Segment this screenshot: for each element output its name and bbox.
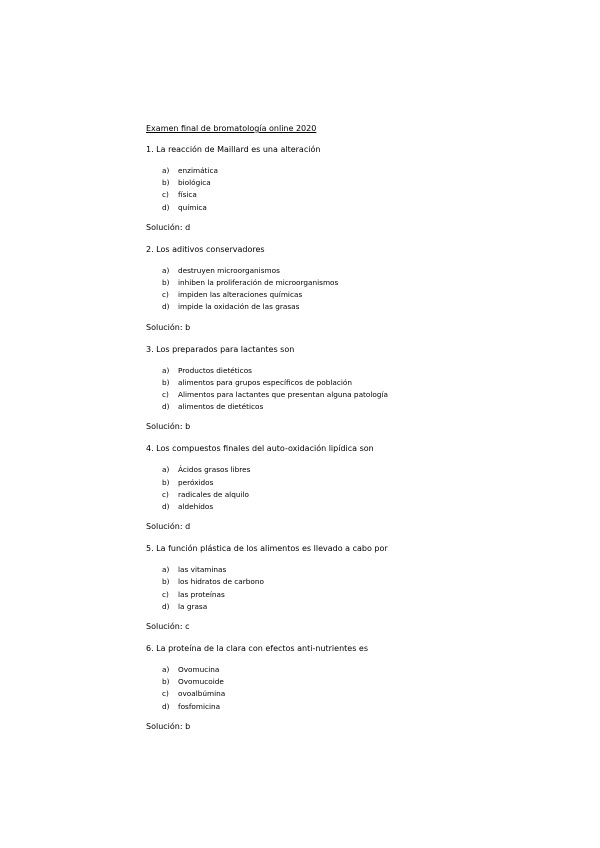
option-item xyxy=(146,576,446,588)
option-letter: a) xyxy=(162,465,170,475)
option-letter: d) xyxy=(162,601,170,611)
question-text: 1. La reacción de Maillard es una alteración xyxy=(146,145,321,154)
option-item xyxy=(146,601,446,613)
option-list xyxy=(146,564,446,613)
option-list xyxy=(146,365,446,414)
option-letter: c) xyxy=(162,390,169,400)
option-text: aldehídos xyxy=(178,502,214,512)
option-letter: c) xyxy=(162,290,169,300)
question-block xyxy=(146,245,446,333)
option-letter: a) xyxy=(162,565,170,575)
question-block xyxy=(146,544,446,632)
option-item xyxy=(146,301,446,313)
option-text: Ovomucoide xyxy=(178,677,224,687)
option-item xyxy=(146,277,446,289)
option-text: inhiben la proliferación de microorganismos xyxy=(178,278,339,288)
option-text: las proteínas xyxy=(178,589,225,599)
option-letter: b) xyxy=(162,677,170,687)
option-text: destruyen microorganismos xyxy=(178,265,280,275)
option-item xyxy=(146,501,446,513)
question-block xyxy=(146,345,446,433)
option-item xyxy=(146,177,446,189)
option-text: alimentos de dietéticos xyxy=(178,402,264,412)
document-title: Examen final de bromatología online 2020 xyxy=(146,124,317,133)
option-letter: a) xyxy=(162,665,170,675)
option-letter: d) xyxy=(162,202,170,212)
option-letter: d) xyxy=(162,402,170,412)
solution-text: Solución: b xyxy=(146,322,191,332)
option-list xyxy=(146,464,446,513)
exam-document xyxy=(146,124,446,744)
question-text: 3. Los preparados para lactantes son xyxy=(146,344,295,354)
option-item xyxy=(146,688,446,700)
option-text: química xyxy=(178,202,207,212)
option-letter: a) xyxy=(162,365,170,375)
option-letter: b) xyxy=(162,377,170,387)
option-text: Ácidos grasos libres xyxy=(178,465,251,475)
option-letter: b) xyxy=(162,477,170,487)
option-item xyxy=(146,701,446,713)
option-letter: c) xyxy=(162,190,169,200)
option-letter: c) xyxy=(162,489,169,499)
solution-text: Solución: c xyxy=(146,622,190,632)
option-letter: d) xyxy=(162,701,170,711)
option-text: enzimática xyxy=(178,166,218,175)
option-text: ovoalbúmina xyxy=(178,689,226,699)
question-text: 2. Los aditivos conservadores xyxy=(146,244,265,254)
option-item xyxy=(146,165,446,177)
option-text: Alimentos para lactantes que presentan alguna patología xyxy=(178,390,388,400)
option-list xyxy=(146,664,446,713)
solution-text: Solución: b xyxy=(146,721,191,731)
option-item xyxy=(146,189,446,201)
option-letter: a) xyxy=(162,265,170,275)
option-item xyxy=(146,464,446,476)
option-letter: d) xyxy=(162,502,170,512)
option-text: impide la oxidación de las grasas xyxy=(178,302,300,312)
option-text: las vitaminas xyxy=(178,565,227,575)
option-text: física xyxy=(178,190,197,200)
option-letter: b) xyxy=(162,278,170,288)
question-list xyxy=(146,145,446,732)
option-text: Productos dietéticos xyxy=(178,365,252,375)
option-letter: b) xyxy=(162,178,170,188)
option-letter: c) xyxy=(162,589,169,599)
option-text: biológica xyxy=(178,178,211,188)
option-text: la grasa xyxy=(178,601,208,611)
option-item xyxy=(146,664,446,676)
question-block xyxy=(146,644,446,732)
option-list xyxy=(146,265,446,314)
question-text: 5. La función plástica de los alimentos es llevado a cabo por xyxy=(146,544,388,554)
option-list xyxy=(146,165,446,214)
question-text: 6. La proteína de la clara con efectos anti-nutrientes es xyxy=(146,644,368,654)
option-text: fosfomicina xyxy=(178,701,221,711)
option-item xyxy=(146,489,446,501)
solution-text: Solución: d xyxy=(146,222,191,232)
option-item xyxy=(146,564,446,576)
option-item xyxy=(146,365,446,377)
question-block xyxy=(146,145,446,233)
option-text: peróxidos xyxy=(178,477,214,487)
option-letter: d) xyxy=(162,302,170,312)
option-letter: b) xyxy=(162,577,170,587)
question-block xyxy=(146,444,446,532)
option-item xyxy=(146,589,446,601)
option-text: alimentos para grupos específicos de población xyxy=(178,377,353,387)
solution-text: Solución: d xyxy=(146,522,191,532)
option-text: Ovomucina xyxy=(178,665,220,675)
option-letter: c) xyxy=(162,689,169,699)
option-letter: a) xyxy=(162,166,170,175)
option-item xyxy=(146,202,446,214)
option-item xyxy=(146,377,446,389)
option-item xyxy=(146,676,446,688)
option-text: radicales de alquilo xyxy=(178,489,249,499)
option-text: impiden las alteraciones químicas xyxy=(178,290,303,300)
option-item xyxy=(146,389,446,401)
option-item xyxy=(146,477,446,489)
solution-text: Solución: b xyxy=(146,422,191,432)
option-item xyxy=(146,401,446,413)
option-item xyxy=(146,289,446,301)
option-text: los hidratos de carbono xyxy=(178,577,264,587)
question-text: 4. Los compuestos finales del auto-oxidación lipídica son xyxy=(146,444,374,454)
option-item xyxy=(146,265,446,277)
